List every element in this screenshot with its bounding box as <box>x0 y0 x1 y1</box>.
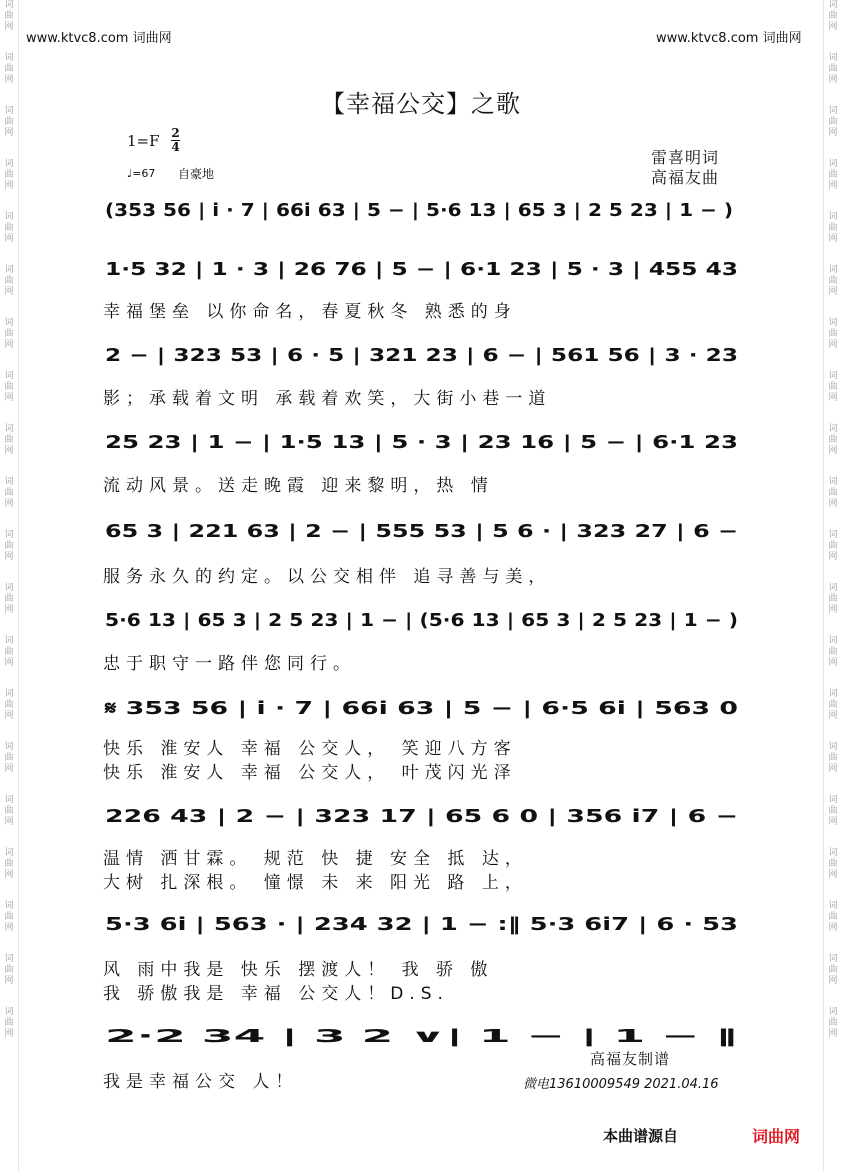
watermark-text: 词 曲 网 <box>828 583 838 615</box>
watermark-text: 词 曲 网 <box>828 901 838 933</box>
score-maker: 高福友制谱 <box>590 1050 671 1068</box>
score-row <box>103 610 738 674</box>
watermark-text: 词 曲 网 <box>828 848 838 880</box>
score-row <box>103 432 738 496</box>
notation-line: 5·6 13 | 65 3 | 2 5 23 | 1 − | (5·6 13 | 65 3 | 2 5 23 | 1 − ) <box>105 610 739 631</box>
watermark-text: 词 曲 网 <box>828 318 838 350</box>
watermark-text: 词 曲 网 <box>4 318 14 350</box>
lyric-line: 大树 扎深根。 憧憬 未 来 阳光 路 上， <box>103 873 528 893</box>
watermark-text: 词 曲 网 <box>828 477 838 509</box>
notation-line: 65 3 | 221 63 | 2 − | 555 53 | 5 6 · | 323 27 | 6 − <box>105 521 738 542</box>
score-row <box>105 200 733 221</box>
notation-line: 2 − | 323 53 | 6 · 5 | 321 23 | 6 − | 561 56 | 3 · 23 <box>105 345 738 366</box>
watermark-text: 词 曲 网 <box>828 1007 838 1039</box>
notation-line: (353 56 | i · 7 | 66i 63 | 5 − | 5·6 13 | 65 3 | 2 5 23 | 1 − ) <box>105 200 733 221</box>
watermark-text: 词 曲 网 <box>828 212 838 244</box>
score-row <box>103 521 738 587</box>
watermark-text: 词 曲 网 <box>4 530 14 562</box>
lyric-line: 快乐 淮安人 幸福 公交人， 笑迎八方客 <box>103 739 517 759</box>
lyric-line: 忠于职守一路伴您同行。 <box>103 654 356 674</box>
watermark-text: 词 曲 网 <box>828 106 838 138</box>
lyric-line: 我 骄傲我是 幸福 公交人！D.S. <box>103 984 449 1004</box>
watermark-text: 词 曲 网 <box>828 742 838 774</box>
watermark-text: 词 曲 网 <box>828 530 838 562</box>
watermark-text: 词 曲 网 <box>4 424 14 456</box>
lyric-line: 快乐 淮安人 幸福 公交人， 叶茂闪光泽 <box>103 763 517 783</box>
watermark-text: 词 曲 网 <box>828 424 838 456</box>
watermark-text: 词 曲 网 <box>4 265 14 297</box>
watermark-text: 词 曲 网 <box>4 53 14 85</box>
lyric-line: 风 雨中我是 快乐 摆渡人！ 我 骄 傲 <box>103 960 494 980</box>
watermark-text: 词 曲 网 <box>828 0 838 32</box>
time-sig-bottom: 4 <box>171 140 180 154</box>
score-row <box>103 259 738 322</box>
lyricist-credit: 雷喜明词 <box>651 148 720 167</box>
contact-line: 微电13610009549 2021.04.16 <box>523 1077 719 1092</box>
watermark-text: 词 曲 网 <box>4 583 14 615</box>
watermark-text: 词 曲 网 <box>4 106 14 138</box>
lyric-line: 温情 洒甘霖。 规范 快 捷 安全 抵 达， <box>103 849 528 869</box>
watermark-text: 词 曲 网 <box>4 1007 14 1039</box>
lyric-line: 服务永久的约定。以公交相伴 追寻善与美， <box>103 567 552 587</box>
watermark-text: 词 曲 网 <box>828 53 838 85</box>
expression-marking: 自豪地 <box>178 167 215 181</box>
notation-line: 25 23 | 1 − | 1·5 13 | 5 · 3 | 23 16 | 5 − | 6·1 23 <box>105 432 738 453</box>
lyric-line: 我是幸福公交 人！ <box>103 1072 299 1092</box>
time-sig-top: 2 <box>171 126 180 140</box>
watermark-text: 词 曲 网 <box>4 742 14 774</box>
composer-credit: 高福友曲 <box>651 168 720 187</box>
watermark-text: 词 曲 网 <box>4 0 14 32</box>
notation-line: 5·3 6i | 563 · | 234 32 | 1 − :‖ 5·3 6i7 | 6 · 53 <box>105 914 738 935</box>
watermark-text: 词 曲 网 <box>828 159 838 191</box>
notation-line: 2·2 34 | 3 2 ∨| 1 − | 1 − ‖ <box>105 1026 738 1047</box>
score-row <box>103 345 738 409</box>
source-site-link[interactable]: 词曲网 <box>752 1127 801 1146</box>
watermark-text: 词 曲 网 <box>4 954 14 986</box>
lyric-line: 流动风景。送走晚霞 迎来黎明，热 情 <box>103 476 494 496</box>
notation-line: 226 43 | 2 − | 323 17 | 65 6 0 | 356 i7 | 6 − <box>105 806 738 827</box>
watermark-text: 词 曲 网 <box>828 636 838 668</box>
notation-line: 1·5 32 | 1 · 3 | 26 76 | 5 − | 6·1 23 | 5 · 3 | 455 43 <box>105 259 738 280</box>
watermark-text: 词 曲 网 <box>4 159 14 191</box>
watermark-text: 词 曲 网 <box>4 371 14 403</box>
watermark-text: 词 曲 网 <box>4 477 14 509</box>
watermark-text: 词 曲 网 <box>4 636 14 668</box>
watermark-text: 词 曲 网 <box>4 901 14 933</box>
watermark-text: 词 曲 网 <box>4 212 14 244</box>
watermark-text: 词 曲 网 <box>4 848 14 880</box>
watermark-text: 词 曲 网 <box>828 689 838 721</box>
watermark-text: 词 曲 网 <box>828 795 838 827</box>
score-row <box>103 698 738 783</box>
watermark-text: 词 曲 网 <box>4 689 14 721</box>
watermark-text: 词 曲 网 <box>4 795 14 827</box>
watermark-text: 词 曲 网 <box>828 954 838 986</box>
song-title: 【幸福公交】之歌 <box>321 90 521 118</box>
score-row <box>103 914 738 1004</box>
tempo-marking: ♩=67 <box>127 167 156 180</box>
lyric-line: 幸福堡垒 以你命名，春夏秋冬 熟悉的身 <box>103 302 517 322</box>
notation-line: 𝄋 353 56 | i · 7 | 66i 63 | 5 − | 6·5 6i | 563 0 <box>103 698 738 719</box>
site-url-left[interactable]: www.ktvc8.com 词曲网 <box>26 31 172 46</box>
key-signature: 1=F <box>127 132 160 150</box>
source-label: 本曲谱源自 <box>603 1127 679 1145</box>
watermark-text: 词 曲 网 <box>828 371 838 403</box>
score-row <box>103 806 738 893</box>
watermark-text: 词 曲 网 <box>828 265 838 297</box>
site-url-right[interactable]: www.ktvc8.com 词曲网 <box>656 31 802 46</box>
lyric-line: 影；承载着文明 承载着欢笑，大街小巷一道 <box>103 389 552 409</box>
